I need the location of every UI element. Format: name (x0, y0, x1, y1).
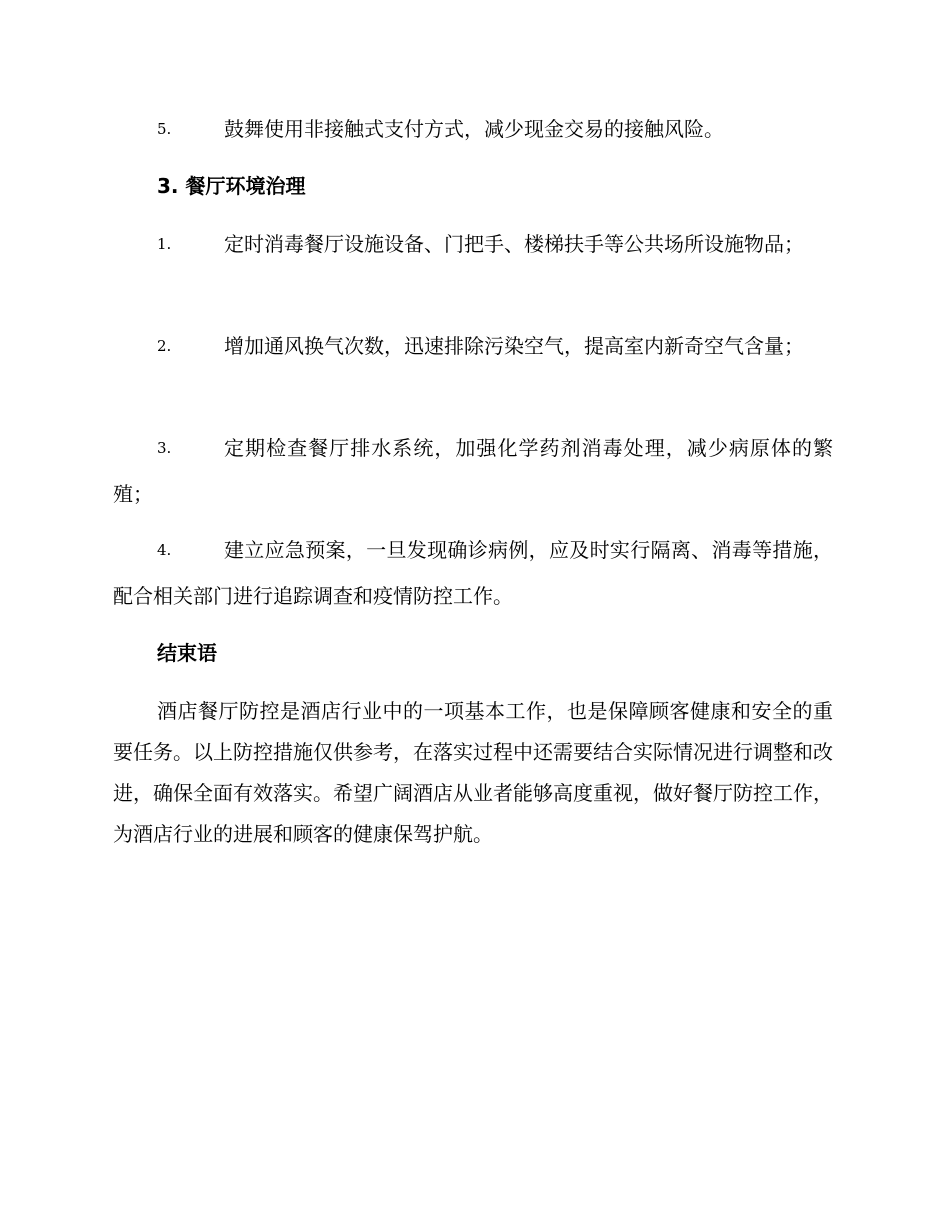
list-number: 2. (157, 337, 172, 355)
list-text: 鼓舞使用非接触式支付方式，减少现金交易的接触风险。 (224, 117, 724, 141)
list-item-3 (113, 425, 833, 517)
list-text: 定期检查餐厅排水系统，加强化学药剂消毒处理，减少病原体的繁殖； (113, 436, 833, 506)
list-number: 3. (157, 439, 172, 457)
list-number: 5. (157, 120, 172, 138)
list-item-4 (113, 527, 833, 619)
conclusion-heading: 结束语 (157, 641, 217, 665)
list-text: 建立应急预案，一旦发现确诊病例，应及时实行隔离、消毒等措施，配合相关部门进行追踪调查和疫情防控工作。 (113, 538, 833, 608)
section-heading: 3. 餐厅环境治理 (157, 174, 306, 198)
list-text: 增加通风换气次数，迅速排除污染空气，提高室内新奇空气含量； (224, 334, 804, 358)
list-item-5 (113, 106, 833, 152)
list-text: 定时消毒餐厅设施设备、门把手、楼梯扶手等公共场所设施物品； (224, 232, 804, 256)
list-number: 4. (157, 541, 172, 559)
list-item-1 (113, 221, 833, 267)
list-item-2 (113, 323, 833, 369)
conclusion-paragraph: 酒店餐厅防控是酒店行业中的一项基本工作，也是保障顾客健康和安全的重要任务。以上防控措施仅供参考，在落实过程中还需要结合实际情况进行调整和改进，确保全面有效落实。希望广阔酒店从业者能够高度重视，做好餐厅防控工作，为酒店行业的进展和顾客的健康保驾护航。 (113, 699, 833, 846)
list-number: 1. (157, 235, 172, 253)
